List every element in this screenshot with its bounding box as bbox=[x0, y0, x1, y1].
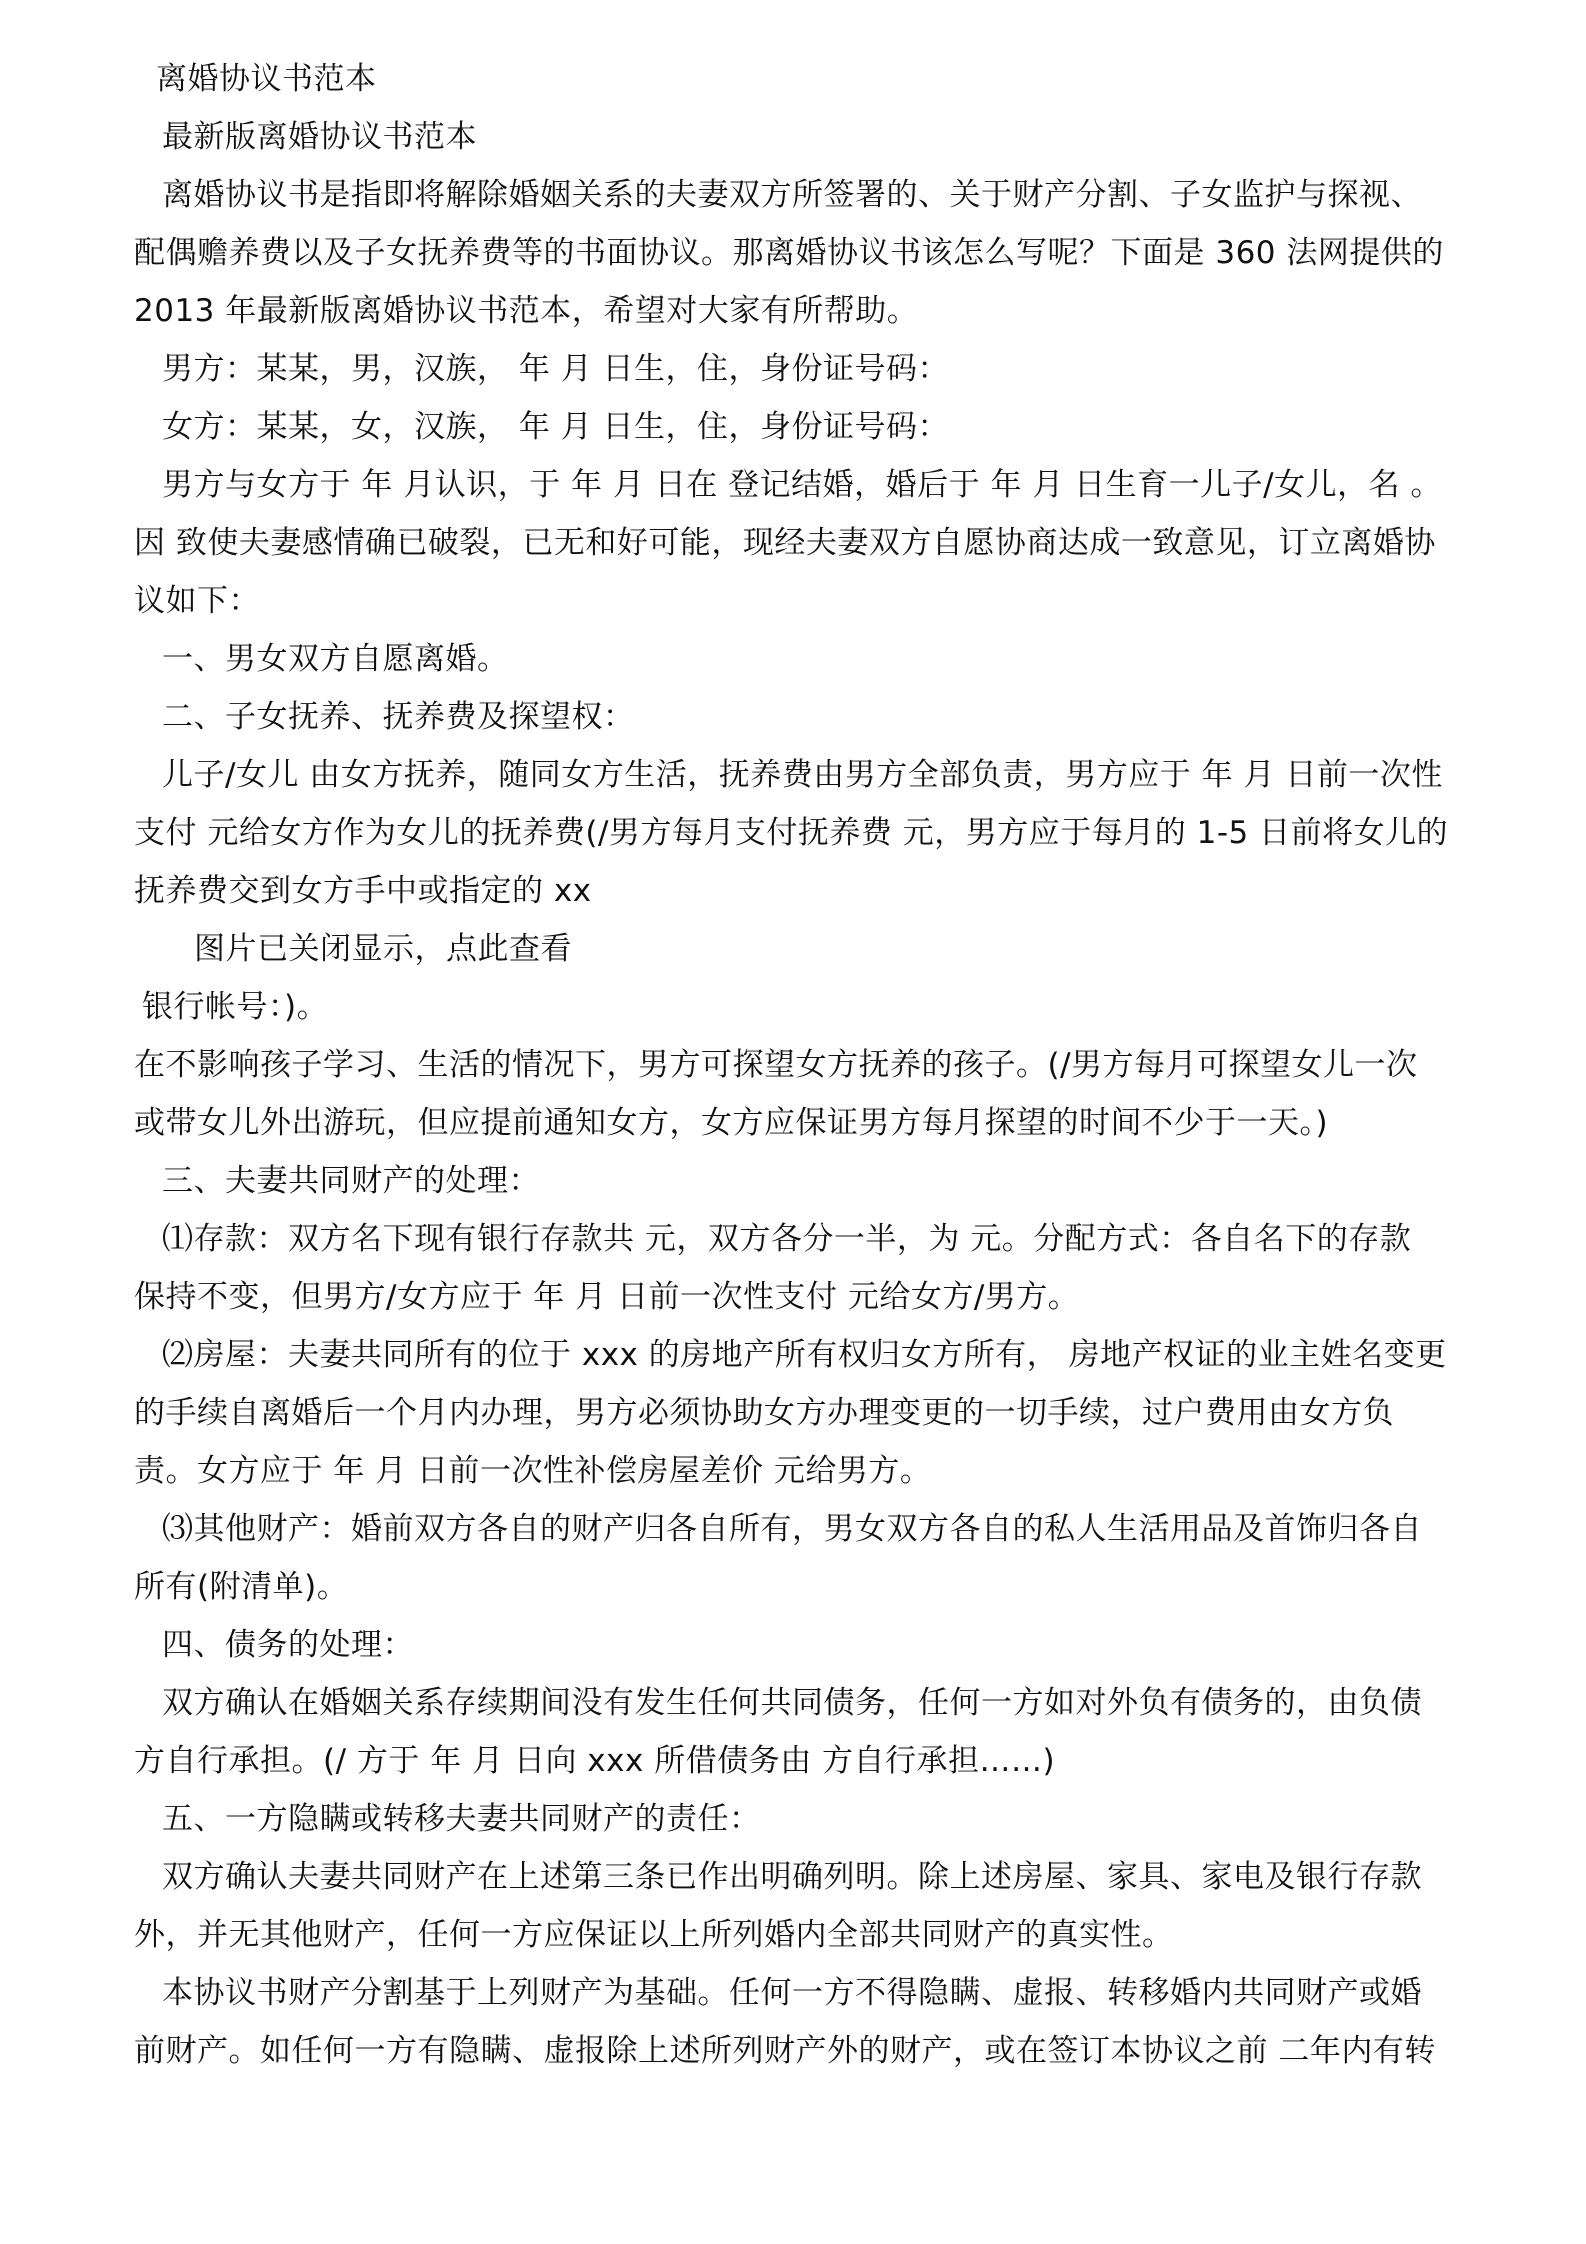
paragraph-line: ⑶其他财产：婚前双方各自的财产归各自所有，男女双方各自的私人生活用品及首饰归各自 bbox=[162, 1511, 1422, 1547]
paragraph-line: 保持不变，但男方/女方应于 年 月 日前一次性支付 元给女方/男方。 bbox=[134, 1279, 1080, 1315]
paragraph-line: 支付 元给女方作为女儿的抚养费(/男方每月支付抚养费 元，男方应于每月的 1-5 日前将女儿的 bbox=[134, 815, 1449, 851]
paragraph-line: 双方确认夫妻共同财产在上述第三条已作出明确列明。除上述房屋、家具、家电及银行存款 bbox=[162, 1859, 1422, 1895]
paragraph-line: 外，并无其他财产，任何一方应保证以上所列婚内全部共同财产的真实性。 bbox=[134, 1917, 1174, 1953]
section-heading: 五、一方隐瞒或转移夫妻共同财产的责任： bbox=[162, 1801, 761, 1837]
paragraph-line: ⑵房屋：夫妻共同所有的位于 xxx 的房地产所有权归女方所有， 房地产权证的业主姓名变更 bbox=[162, 1337, 1447, 1373]
paragraph-line: 议如下： bbox=[134, 583, 260, 619]
document-title: 离婚协议书范本 bbox=[156, 61, 377, 97]
paragraph-line: 抚养费交到女方手中或指定的 xx bbox=[134, 873, 592, 909]
document-subtitle: 最新版离婚协议书范本 bbox=[162, 119, 477, 155]
paragraph-line: 本协议书财产分割基于上列财产为基础。任何一方不得隐瞒、虚报、转移婚内共同财产或婚 bbox=[162, 1975, 1422, 2011]
section-heading: 四、债务的处理： bbox=[162, 1627, 414, 1663]
paragraph-line: 银行帐号：)。 bbox=[142, 989, 329, 1025]
section-heading: 一、男女双方自愿离婚。 bbox=[162, 641, 509, 677]
paragraph-line: 在不影响孩子学习、生活的情况下，男方可探望女方抚养的孩子。(/男方每月可探望女儿一次 bbox=[134, 1047, 1418, 1083]
paragraph-line: 男方：某某，男，汉族， 年 月 日生，住，身份证号码： bbox=[162, 351, 950, 387]
paragraph-line: 儿子/女儿 由女方抚养，随同女方生活，抚养费由男方全部负责，男方应于 年 月 日前一次性 bbox=[162, 757, 1443, 793]
paragraph-line: 所有(附清单)。 bbox=[134, 1569, 349, 1605]
paragraph-line: ⑴存款：双方名下现有银行存款共 元，双方各分一半，为 元。分配方式：各自名下的存款 bbox=[162, 1221, 1412, 1257]
paragraph-line: 的手续自离婚后一个月内办理，男方必须协助女方办理变更的一切手续，过户费用由女方负 bbox=[134, 1395, 1394, 1431]
image-hidden-link[interactable]: 图片已关闭显示，点此查看 bbox=[194, 931, 572, 967]
paragraph-line: 离婚协议书是指即将解除婚姻关系的夫妻双方所签署的、关于财产分割、子女监护与探视、 bbox=[162, 177, 1422, 213]
paragraph-line: 前财产。如任何一方有隐瞒、虚报除上述所列财产外的财产，或在签订本协议之前 二年内有转 bbox=[134, 2033, 1436, 2069]
paragraph-line: 或带女儿外出游玩，但应提前通知女方，女方应保证男方每月探望的时间不少于一天。) bbox=[134, 1105, 1329, 1141]
paragraph-line: 因 致使夫妻感情确已破裂，已无和好可能，现经夫妻双方自愿协商达成一致意见，订立离婚协 bbox=[134, 525, 1436, 561]
section-heading: 二、子女抚养、抚养费及探望权： bbox=[162, 699, 635, 735]
document-page bbox=[134, 50, 1474, 2080]
paragraph-line: 方自行承担。(/ 方于 年 月 日向 xxx 所借债务由 方自行承担……) bbox=[134, 1743, 1056, 1779]
paragraph-line: 女方：某某，女，汉族， 年 月 日生，住，身份证号码： bbox=[162, 409, 950, 445]
paragraph-line: 责。女方应于 年 月 日前一次性补偿房屋差价 元给男方。 bbox=[134, 1453, 932, 1489]
paragraph-line: 配偶赡养费以及子女抚养费等的书面协议。那离婚协议书该怎么写呢？下面是 360 法网提供的 bbox=[134, 235, 1444, 271]
paragraph-line: 男方与女方于 年 月认识，于 年 月 日在 登记结婚，婚后于 年 月 日生育一儿子/女儿，名 。 bbox=[162, 467, 1442, 503]
paragraph-line: 2013 年最新版离婚协议书范本，希望对大家有所帮助。 bbox=[134, 293, 919, 329]
paragraph-line: 双方确认在婚姻关系存续期间没有发生任何共同债务，任何一方如对外负有债务的，由负债 bbox=[162, 1685, 1422, 1721]
section-heading: 三、夫妻共同财产的处理： bbox=[162, 1163, 540, 1199]
